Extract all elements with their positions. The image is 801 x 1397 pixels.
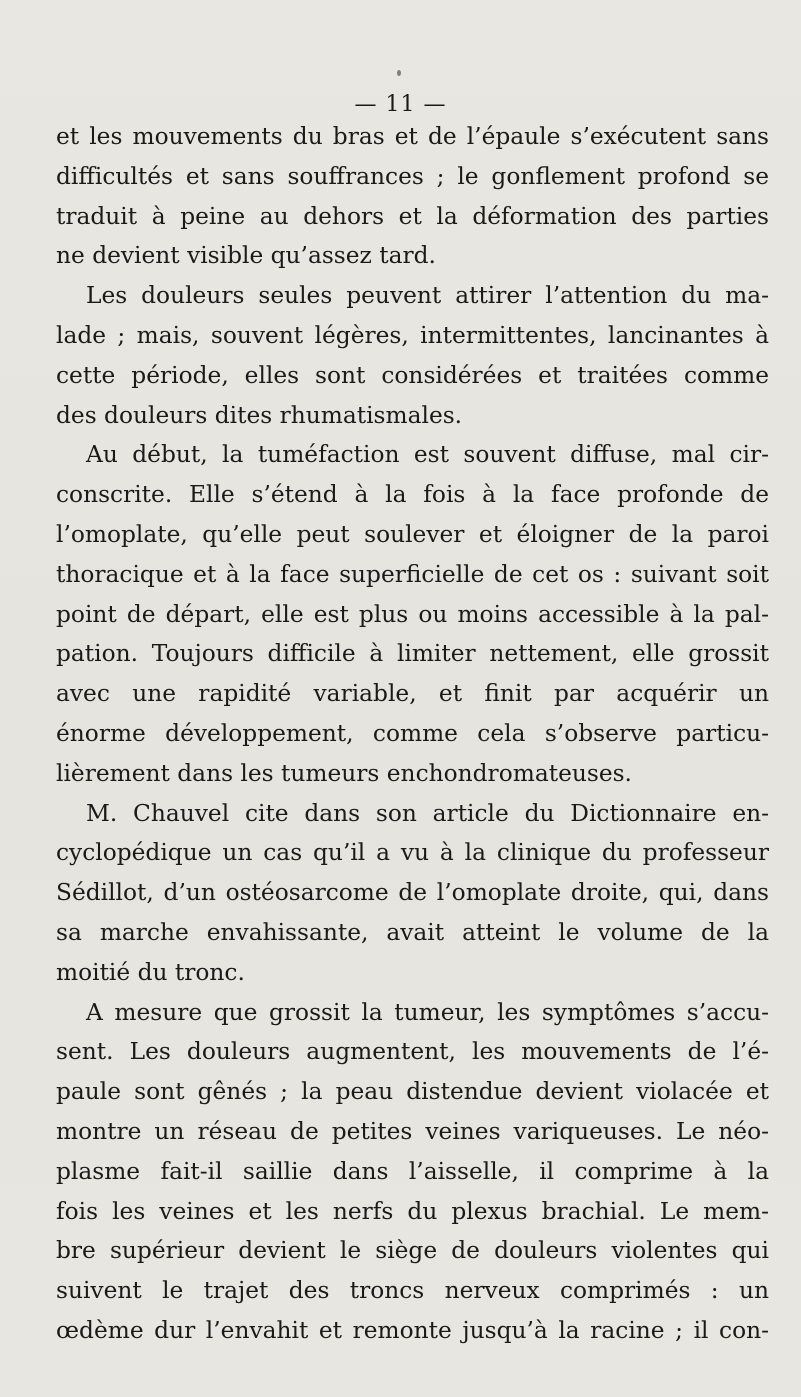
text-line: M. Chauvel cite dans son article du Dictionnaire en- bbox=[86, 799, 769, 827]
text-line: et les mouvements du bras et de l’épaule s’exécutent sans bbox=[56, 123, 769, 150]
text-line: traduit à peine au dehors et la déformation des parties bbox=[56, 202, 769, 230]
text-line: l’omoplate, qu’elle peut soulever et éloigner de la paroi bbox=[56, 520, 769, 548]
text-line: œdème dur l’envahit et remonte jusqu’à la racine ; il con- bbox=[56, 1316, 769, 1344]
text-line: plasme fait-il saillie dans l’aisselle, il comprime à la bbox=[56, 1157, 769, 1185]
text-line: lade ; mais, souvent légères, intermittentes, lancinantes à bbox=[56, 321, 769, 349]
text-line: conscrite. Elle s’étend à la fois à la face profonde de bbox=[56, 481, 769, 509]
text-line: suivent le trajet des troncs nerveux comprimés : un bbox=[56, 1277, 769, 1305]
text-line: paule sont gênés ; la peau distendue devient violacée et bbox=[56, 1078, 769, 1106]
text-line: point de départ, elle est plus ou moins accessible à la pal- bbox=[56, 600, 769, 628]
page-number: — 11 — bbox=[354, 92, 447, 117]
text-line: montre un réseau de petites veines variqueuses. Le néo- bbox=[56, 1117, 769, 1145]
text-line: des douleurs dites rhumatismales. bbox=[56, 401, 463, 429]
text-line: bre supérieur devient le siège de douleurs violentes qui bbox=[56, 1237, 769, 1265]
text-line: moitié du tronc. bbox=[56, 958, 245, 986]
text-line: cette période, elles sont considérées et traitées comme bbox=[56, 361, 769, 389]
text-line: ne devient visible qu’assez tard. bbox=[56, 242, 436, 270]
text-line: pation. Toujours difficile à limiter nettement, elle grossit bbox=[56, 640, 769, 668]
body-text bbox=[56, 117, 769, 1351]
text-line: Les douleurs seules peuvent attirer l’attention du ma- bbox=[86, 282, 769, 310]
text-line: lièrement dans les tumeurs enchondromateuses. bbox=[56, 759, 632, 787]
text-line: cyclopédique un cas qu’il a vu à la clinique du professeur bbox=[56, 839, 769, 867]
text-line: énorme développement, comme cela s’observe particu- bbox=[56, 719, 769, 747]
ink-speck bbox=[397, 70, 401, 76]
text-line: difficultés et sans souffrances ; le gonflement profond se bbox=[56, 162, 769, 190]
text-line: A mesure que grossit la tumeur, les symptômes s’accu- bbox=[86, 998, 769, 1026]
text-line: Sédillot, d’un ostéosarcome de l’omoplate droite, qui, dans bbox=[56, 879, 769, 907]
text-line: avec une rapidité variable, et finit par acquérir un bbox=[56, 680, 769, 708]
text-line: thoracique et à la face superficielle de cet os : suivant soit bbox=[56, 560, 769, 588]
text-line: sent. Les douleurs augmentent, les mouvements de l’é- bbox=[56, 1038, 769, 1066]
text-line: Au début, la tuméfaction est souvent diffuse, mal cir- bbox=[86, 441, 769, 469]
text-line: fois les veines et les nerfs du plexus brachial. Le mem- bbox=[56, 1197, 769, 1225]
text-line: sa marche envahissante, avait atteint le volume de la bbox=[56, 918, 769, 946]
